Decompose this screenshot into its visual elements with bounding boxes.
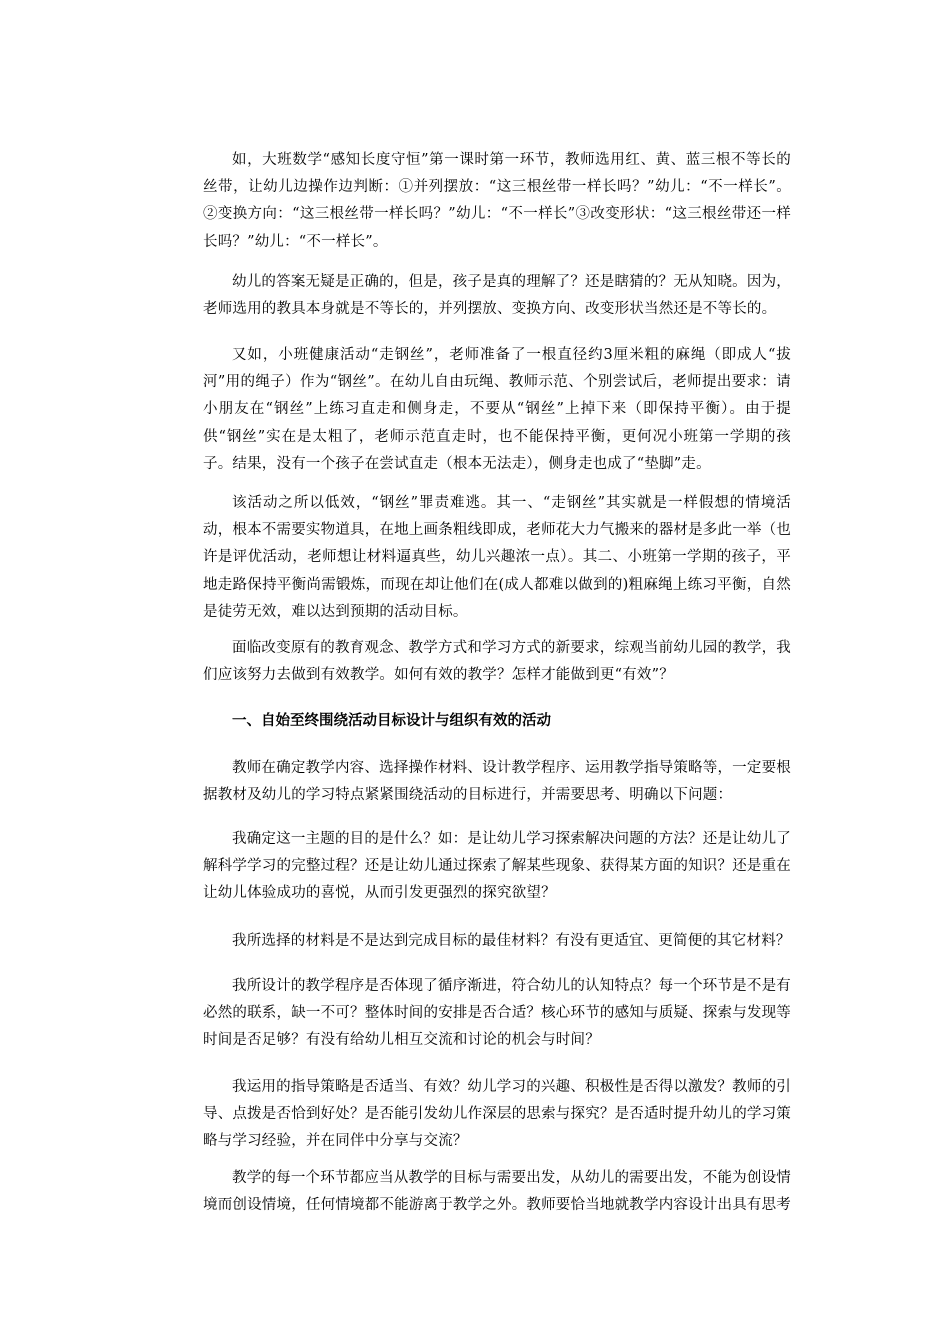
paragraph-11: 教学的每一个环节都应当从教学的目标与需要出发，从幼儿的需要出发，不能为创设情境而创设情境，任何情境都不能游离于教学之外。教师要恰当地就教学内容设计出具有思考 xyxy=(203,1170,791,1214)
paragraph-9: 我所设计的教学程序是否体现了循序渐进，符合幼儿的认知特点？每一个环节是不是有必然的联系，缺一不可？整体时间的安排是否合适？核心环节的感知与质疑、探索与发现等时间是否足够？有没有给幼儿相互交流和讨论的机会与时间？ xyxy=(203,978,791,1049)
paragraph-10: 我运用的指导策略是否适当、有效？幼儿学习的兴趣、积极性是否得以激发？教师的引导、点拨是否恰到好处？是否能引发幼儿作深层的思索与探究？是否适时提升幼儿的学习策略与学习经验，并在同伴中分享与交流？ xyxy=(203,1079,791,1150)
section-heading: 一、自始至终围绕活动目标设计与组织有效的活动 xyxy=(232,713,551,729)
paragraph-6: 教师在确定教学内容、选择操作材料、设计教学程序、运用教学指导策略等，一定要根据教材及幼儿的学习特点紧紧围绕活动的目标进行，并需要思考、明确以下问题： xyxy=(203,760,791,804)
paragraph-5: 面临改变原有的教育观念、教学方式和学习方式的新要求，综观当前幼儿园的教学，我们应该努力去做到有效教学。如何有效的教学？怎样才能做到更“有效”？ xyxy=(203,640,791,684)
paragraph-7: 我确定这一主题的目的是什么？如：是让幼儿学习探索解决问题的方法？还是让幼儿了解科学学习的完整过程？还是让幼儿通过探索了解某些现象、获得某方面的知识？还是重在让幼儿体验成功的喜悦，从而引发更强烈的探究欲望？ xyxy=(203,831,791,902)
paragraph-2: 幼儿的答案无疑是正确的，但是，孩子是真的理解了？还是瞎猜的？无从知晓。因为，老师选用的教具本身就是不等长的，并列摆放、变换方向、改变形状当然还是不等长的。 xyxy=(203,274,791,318)
paragraph-3: 又如，小班健康活动“走钢丝”，老师准备了一根直径约3厘米粗的麻绳（即成人“拔河”用的绳子）作为“钢丝”。在幼儿自由玩绳、教师示范、个别尝试后，老师提出要求：请小朋友在“钢丝”上练习直走和侧身走，不要从“钢丝”上掉下来（即保持平衡）。由于提供“钢丝”实在是太粗了，老师示范直走时，也不能保持平衡，更何况小班第一学期的孩子。结果，没有一个孩子在尝试直走（根本无法走），侧身走也成了“垫脚”走。 xyxy=(203,347,791,472)
paragraph-4: 该活动之所以低效，“钢丝”罪责难逃。其一、“走钢丝”其实就是一样假想的情境活动，根本不需要实物道具，在地上画条粗线即成，老师花大力气搬来的器材是多此一举（也许是评优活动，老师想让材料逼真些，幼儿兴趣浓一点）。其二、小班第一学期的孩子，平地走路保持平衡尚需锻炼，而现在却让他们在(成人都难以做到的)粗麻绳上练习平衡，自然是徒劳无效，难以达到预期的活动目标。 xyxy=(203,495,791,620)
paragraph-8: 我所选择的材料是不是达到完成目标的最佳材料？有没有更适宜、更简便的其它材料？ xyxy=(232,933,791,949)
paragraph-1: 如，大班数学“感知长度守恒”第一课时第一环节，教师选用红、黄、蓝三根不等长的丝带，让幼儿边操作边判断：①并列摆放：“这三根丝带一样长吗？”幼儿：“不一样长”。②变换方向：“这三根丝带一样长吗？”幼儿：“不一样长”③改变形状：“这三根丝带还一样长吗？”幼儿：“不一样长”。 xyxy=(203,152,791,250)
